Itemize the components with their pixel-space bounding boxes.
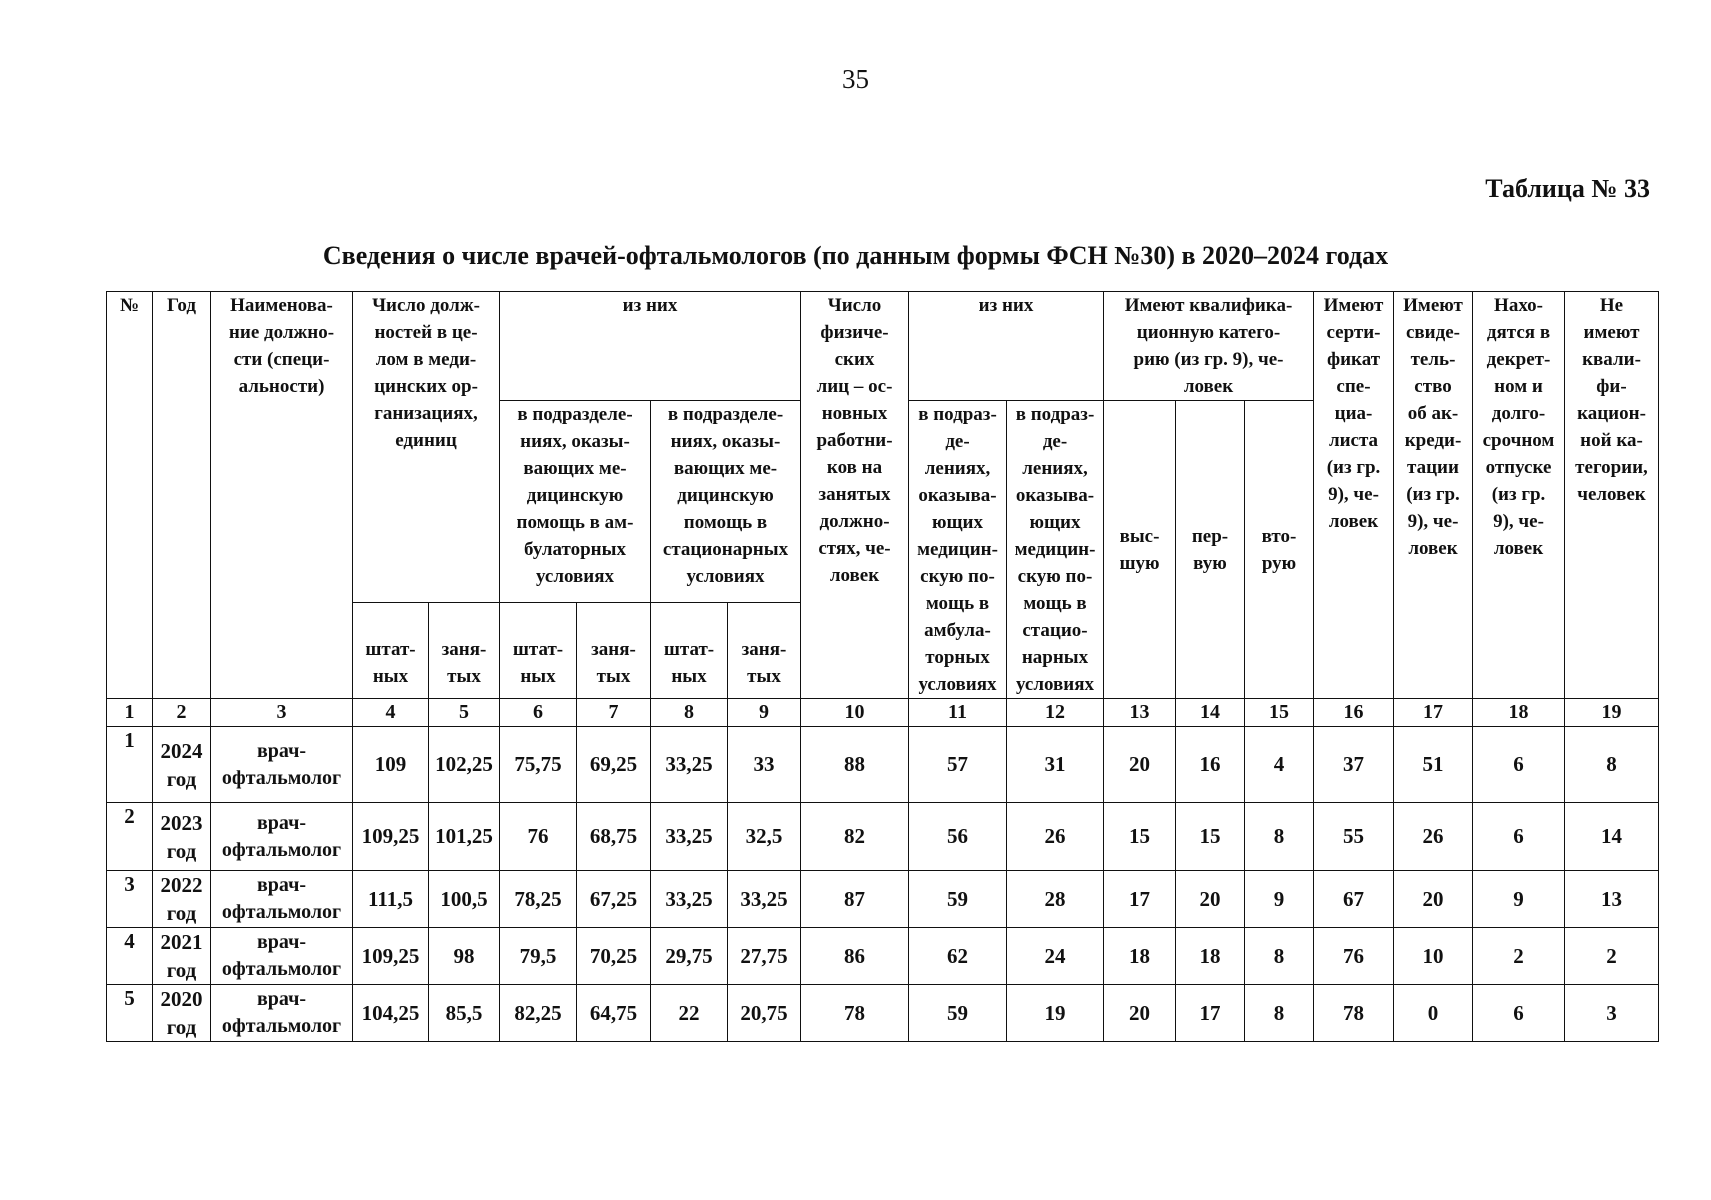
value-cell: 100,5 [429, 871, 500, 928]
value-cell: 18 [1104, 928, 1176, 985]
header-staff: штат- ных [500, 603, 577, 699]
value-cell: 75,75 [500, 727, 577, 803]
year-cell: 2020 год [153, 985, 211, 1042]
header-of-them-individuals: из них [909, 292, 1104, 401]
value-cell: 0 [1394, 985, 1473, 1042]
value-cell: 24 [1007, 928, 1104, 985]
year-cell: 2024 год [153, 727, 211, 803]
column-number: 15 [1245, 699, 1314, 727]
value-cell: 88 [801, 727, 909, 803]
column-number: 4 [353, 699, 429, 727]
value-cell: 9 [1245, 871, 1314, 928]
value-cell: 4 [1245, 727, 1314, 803]
value-cell: 26 [1007, 803, 1104, 871]
value-cell: 6 [1473, 985, 1565, 1042]
value-cell: 8 [1245, 803, 1314, 871]
value-cell: 62 [909, 928, 1007, 985]
table-header [107, 292, 1659, 727]
column-number: 18 [1473, 699, 1565, 727]
value-cell: 98 [429, 928, 500, 985]
row-number-cell: 3 [107, 871, 153, 928]
value-cell: 79,5 [500, 928, 577, 985]
header-position: Наименова- ние должно- сти (специ- альности) [211, 292, 353, 699]
value-cell: 109,25 [353, 928, 429, 985]
row-number-cell: 2 [107, 803, 153, 871]
column-number: 12 [1007, 699, 1104, 727]
header-total-positions: Число долж- ностей в це- лом в меди- цинских ор- ганизациях, единиц [353, 292, 500, 603]
table-row [107, 803, 1659, 871]
column-number: 5 [429, 699, 500, 727]
year-cell: 2023 год [153, 803, 211, 871]
header-cat-highest: выс- шую [1104, 401, 1176, 699]
column-number: 13 [1104, 699, 1176, 727]
value-cell: 15 [1104, 803, 1176, 871]
position-cell: врач- офтальмолог [211, 928, 353, 985]
value-cell: 78,25 [500, 871, 577, 928]
value-cell: 14 [1565, 803, 1659, 871]
table-title: Сведения о числе врачей-офтальмологов (по данным формы ФСН №30) в 2020–2024 годах [322, 241, 1389, 270]
value-cell: 33,25 [728, 871, 801, 928]
value-cell: 2 [1565, 928, 1659, 985]
value-cell: 33 [728, 727, 801, 803]
header-cat-second: вто- рую [1245, 401, 1314, 699]
header-ind-ambulatory: в подраз- де- лениях, оказыва- ющих медицин- скую по- мощь в амбула- торных условиях [909, 401, 1007, 699]
header-certificate: Имеют серти- фикат спе- циа- листа (из гр. 9), че- ловек [1314, 292, 1394, 699]
header-no-category: Не имеют квали- фи- кацион- ной ка- тегории, человек [1565, 292, 1659, 699]
value-cell: 70,25 [577, 928, 651, 985]
value-cell: 33,25 [651, 871, 728, 928]
header-staff: штат- ных [353, 603, 429, 699]
table-row [107, 727, 1659, 803]
header-ind-inpatient: в подраз- де- лениях, оказыва- ющих медицин- скую по- мощь в стацио- нарных условиях [1007, 401, 1104, 699]
value-cell: 20 [1104, 985, 1176, 1042]
year-cell: 2022 год [153, 871, 211, 928]
header-accreditation: Имеют свиде- тель- ство об ак- креди- тации (из гр. 9), че- ловек [1394, 292, 1473, 699]
table-label: Таблица № 33 [1485, 174, 1650, 203]
table-row [107, 928, 1659, 985]
row-number-cell: 4 [107, 928, 153, 985]
value-cell: 20,75 [728, 985, 801, 1042]
value-cell: 78 [801, 985, 909, 1042]
value-cell: 82,25 [500, 985, 577, 1042]
value-cell: 16 [1176, 727, 1245, 803]
value-cell: 109 [353, 727, 429, 803]
value-cell: 37 [1314, 727, 1394, 803]
column-number: 17 [1394, 699, 1473, 727]
column-number: 3 [211, 699, 353, 727]
value-cell: 59 [909, 985, 1007, 1042]
value-cell: 31 [1007, 727, 1104, 803]
value-cell: 26 [1394, 803, 1473, 871]
value-cell: 69,25 [577, 727, 651, 803]
value-cell: 68,75 [577, 803, 651, 871]
column-number-row [107, 699, 1659, 727]
value-cell: 55 [1314, 803, 1394, 871]
value-cell: 64,75 [577, 985, 651, 1042]
value-cell: 109,25 [353, 803, 429, 871]
value-cell: 8 [1245, 985, 1314, 1042]
value-cell: 86 [801, 928, 909, 985]
row-number-cell: 5 [107, 985, 153, 1042]
header-occupied: заня- тых [429, 603, 500, 699]
column-number: 14 [1176, 699, 1245, 727]
value-cell: 85,5 [429, 985, 500, 1042]
header-occupied: заня- тых [728, 603, 801, 699]
position-cell: врач- офтальмолог [211, 803, 353, 871]
value-cell: 6 [1473, 727, 1565, 803]
table-row [107, 985, 1659, 1042]
header-individuals: Число физиче- ских лиц – ос- новных работни- ков на занятых должно- стях, че- ловек [801, 292, 909, 699]
value-cell: 33,25 [651, 803, 728, 871]
header-staff: штат- ных [651, 603, 728, 699]
doctors-table [106, 291, 1659, 1042]
value-cell: 20 [1176, 871, 1245, 928]
header-cat-first: пер- вую [1176, 401, 1245, 699]
value-cell: 76 [500, 803, 577, 871]
value-cell: 32,5 [728, 803, 801, 871]
position-cell: врач- офтальмолог [211, 871, 353, 928]
header-ambulatory: в подразделе- ниях, оказы- вающих ме- дицинскую помощь в ам- булаторных условиях [500, 401, 651, 603]
column-number: 10 [801, 699, 909, 727]
year-cell: 2021 год [153, 928, 211, 985]
page-number: 35 [842, 64, 869, 94]
value-cell: 28 [1007, 871, 1104, 928]
value-cell: 104,25 [353, 985, 429, 1042]
value-cell: 17 [1104, 871, 1176, 928]
column-number: 9 [728, 699, 801, 727]
value-cell: 17 [1176, 985, 1245, 1042]
table-body [107, 727, 1659, 1042]
value-cell: 19 [1007, 985, 1104, 1042]
value-cell: 20 [1104, 727, 1176, 803]
column-number: 11 [909, 699, 1007, 727]
value-cell: 82 [801, 803, 909, 871]
header-year: Год [153, 292, 211, 699]
header-inpatient: в подразделе- ниях, оказы- вающих ме- дицинскую помощь в стационарных условиях [651, 401, 801, 603]
header-of-them-positions: из них [500, 292, 801, 401]
column-number: 19 [1565, 699, 1659, 727]
header-no: № [107, 292, 153, 699]
value-cell: 78 [1314, 985, 1394, 1042]
value-cell: 101,25 [429, 803, 500, 871]
value-cell: 22 [651, 985, 728, 1042]
value-cell: 8 [1565, 727, 1659, 803]
column-number: 16 [1314, 699, 1394, 727]
column-number: 8 [651, 699, 728, 727]
value-cell: 102,25 [429, 727, 500, 803]
header-occupied: заня- тых [577, 603, 651, 699]
value-cell: 59 [909, 871, 1007, 928]
column-number: 2 [153, 699, 211, 727]
value-cell: 29,75 [651, 928, 728, 985]
value-cell: 67 [1314, 871, 1394, 928]
header-leave: Нахо- дятся в декрет- ном и долго- срочном отпуске (из гр. 9), че- ловек [1473, 292, 1565, 699]
table-row [107, 871, 1659, 928]
value-cell: 13 [1565, 871, 1659, 928]
column-number: 1 [107, 699, 153, 727]
value-cell: 15 [1176, 803, 1245, 871]
value-cell: 87 [801, 871, 909, 928]
value-cell: 57 [909, 727, 1007, 803]
value-cell: 2 [1473, 928, 1565, 985]
value-cell: 56 [909, 803, 1007, 871]
value-cell: 9 [1473, 871, 1565, 928]
value-cell: 10 [1394, 928, 1473, 985]
row-number-cell: 1 [107, 727, 153, 803]
column-number: 6 [500, 699, 577, 727]
value-cell: 51 [1394, 727, 1473, 803]
position-cell: врач- офтальмолог [211, 727, 353, 803]
header-qualification: Имеют квалифика- ционную катего- рию (из гр. 9), че- ловек [1104, 292, 1314, 401]
column-number: 7 [577, 699, 651, 727]
value-cell: 3 [1565, 985, 1659, 1042]
value-cell: 20 [1394, 871, 1473, 928]
value-cell: 33,25 [651, 727, 728, 803]
value-cell: 6 [1473, 803, 1565, 871]
value-cell: 111,5 [353, 871, 429, 928]
value-cell: 76 [1314, 928, 1394, 985]
value-cell: 8 [1245, 928, 1314, 985]
value-cell: 67,25 [577, 871, 651, 928]
position-cell: врач- офтальмолог [211, 985, 353, 1042]
value-cell: 27,75 [728, 928, 801, 985]
value-cell: 18 [1176, 928, 1245, 985]
